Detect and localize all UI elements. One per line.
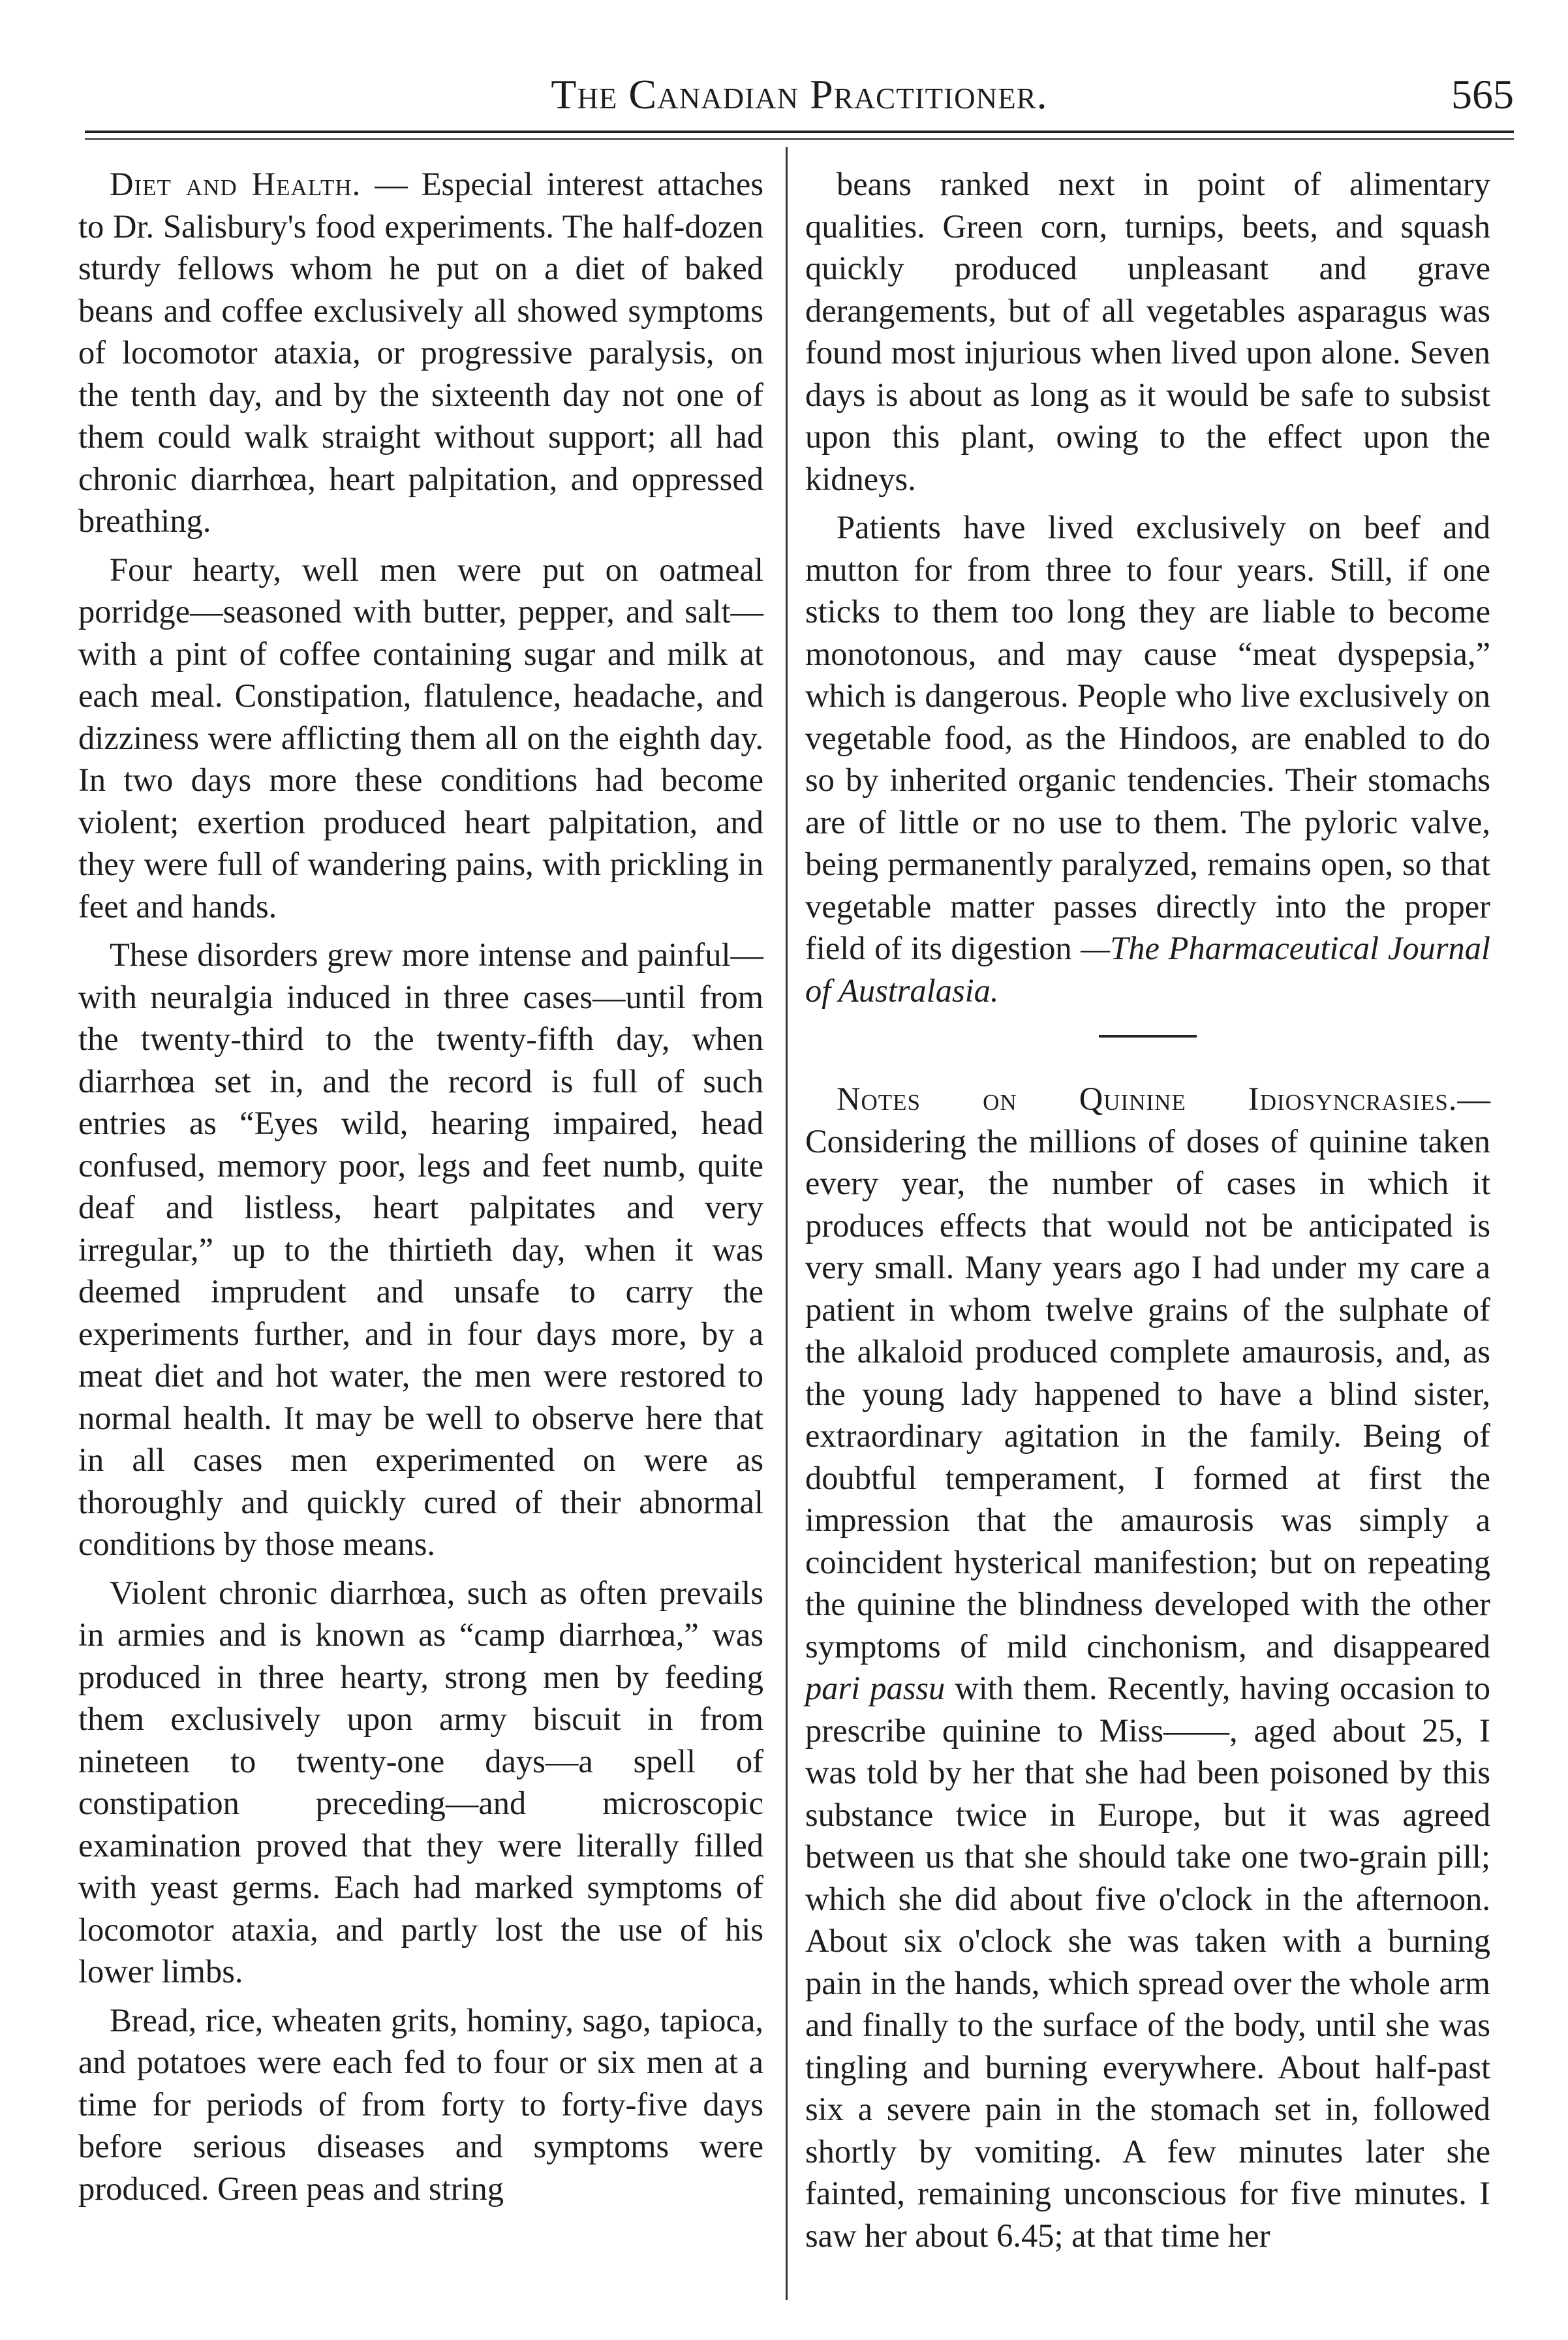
header-rule-thin xyxy=(85,138,1514,140)
left-column xyxy=(78,163,763,2216)
paragraph-text: — Especial interest attaches to Dr. Salisbury's food experiments. The half-dozen sturdy fellows whom he put on a diet of baked beans and coffee exclusively all showed symptoms of locomotor ataxia, or progressive paralysis, on the tenth day, and by the sixteenth day not one of them could walk straight without support; all had chronic diarrhœa, heart palpitation, and oppressed breathing. xyxy=(78,166,763,539)
article-diet-health-continued-p1: beans ranked next in point of alimentary qualities. Green corn, turnips, beets, and squash quickly produced unpleasant and grave derangements, but of all vegetables asparagus was found most injurious when lived upon alone. Seven days is about as long as it would be safe to subsist upon this plant, owing to the effect upon the kidneys. xyxy=(805,166,1490,497)
article-quinine-p1 xyxy=(805,1078,1490,2256)
header-rule xyxy=(85,131,1514,133)
paragraph-text: Patients have lived exclusively on beef and mutton for from three to four years. Still, if one sticks to them too long they are liable to become monotonous, and may cause “meat dyspepsia,” which is dangerous. People who live exclusively on vegetable food, as the Hindoos, are enabled to do so by inherited organic tendencies. Their stomachs are of little or no use to them. The pyloric valve, being permanently paralyzed, remains open, so that vegetable matter passes directly into the proper field of its digestion xyxy=(805,509,1490,966)
latin-phrase: pari passu xyxy=(805,1670,945,1706)
paragraph-text: with them. Recently, having occasion to prescribe quinine to Miss——, aged about 25, I was told by her that she had been poisoned by this substance twice in Europe, but it was agreed between us that she should take one two-grain pill; which she did about five o'clock in the afternoon. About six o'clock she was taken with a burning pain in the hands, which spread over the whole arm and finally to the surface of the body, until she was tingling and burning everywhere. About half-past six a severe pain in the stomach set in, followed shortly by vomiting. A few minutes later she fainted, remaining unconscious for five minutes. I saw her about 6.45; at that time her xyxy=(805,1670,1490,2254)
article-diet-health-p2: Four hearty, well men were put on oatmeal porridge—seasoned with butter, pepper, and salt—with a pint of coffee containing sugar and milk at each meal. Constipation, flatulence, headache, and dizziness were afflicting them all on the eighth day. In two days more these conditions had become violent; exertion produced heart palpitation, and they were full of wandering pains, with prickling in feet and hands. xyxy=(78,551,763,925)
journal-citation: —The Pharmaceutical Journal of Australasia. xyxy=(805,930,1491,1009)
running-title: The Canadian Practitioner. xyxy=(551,71,1048,117)
right-column xyxy=(805,163,1490,2263)
article-diet-health-continued-p2 xyxy=(805,506,1490,1011)
article-heading-quinine: Notes on Quinine Idiosyncrasies. xyxy=(837,1081,1458,1117)
page-number: 565 xyxy=(1451,71,1514,117)
article-diet-health-p4: Violent chronic diarrhœa, such as often prevails in armies and is known as “camp diarrhœa,” was produced in three hearty, strong men by feeding them exclusively upon army biscuit in from nineteen to twenty-one days—a spell of constipation preceding—and microscopic examination proved that they were literally filled with yeast germs. Each had marked symptoms of locomotor ataxia, and partly lost the use of his lower limbs. xyxy=(78,1574,763,1990)
article-diet-health-p1 xyxy=(78,163,763,542)
article-diet-health-p3: These disorders grew more intense and painful—with neuralgia induced in three cases—until from the twenty-third to the twenty-fifth day, when diarrhœa set in, and the record is full of such entries as “Eyes wild, hearing impaired, head confused, memory poor, legs and feet numb, quite deaf and listless, heart palpitates and very irregular,” up to the thirtieth day, when it was deemed imprudent and unsafe to carry the experiments further, and in four days more, by a meat diet and hot water, the men were restored to normal health. It may be well to observe here that in all cases men experimented on were as thoroughly and quickly cured of their abnormal conditions by those means. xyxy=(78,936,763,1562)
column-divider xyxy=(786,147,788,2300)
article-diet-health-p5: Bread, rice, wheaten grits, hominy, sago, tapioca, and potatoes were each fed to four or six men at a time for periods of from forty to forty-five days before serious diseases and symptoms were produced. Green peas and string xyxy=(78,2001,763,2207)
running-head xyxy=(85,65,1514,131)
article-heading-diet-health: Diet and Health. xyxy=(110,166,361,202)
paragraph-text: —Considering the millions of doses of quinine taken every year, the number of cases in which it produces effects that would not be anticipated is very small. Many years ago I had under my care a patient in whom twelve grains of the sulphate of the alkaloid produced complete amaurosis, and, as the young lady happened to have a blind sister, extraordinary agitation in the family. Being of doubtful temperament, I formed at first the impression that the amaurosis was simply a coincident hysterical manifestion; but on repeating the quinine the blindness developed with the other symptoms of mild cinchonism, and disappeared xyxy=(805,1081,1490,1665)
section-separator xyxy=(1099,1035,1197,1038)
